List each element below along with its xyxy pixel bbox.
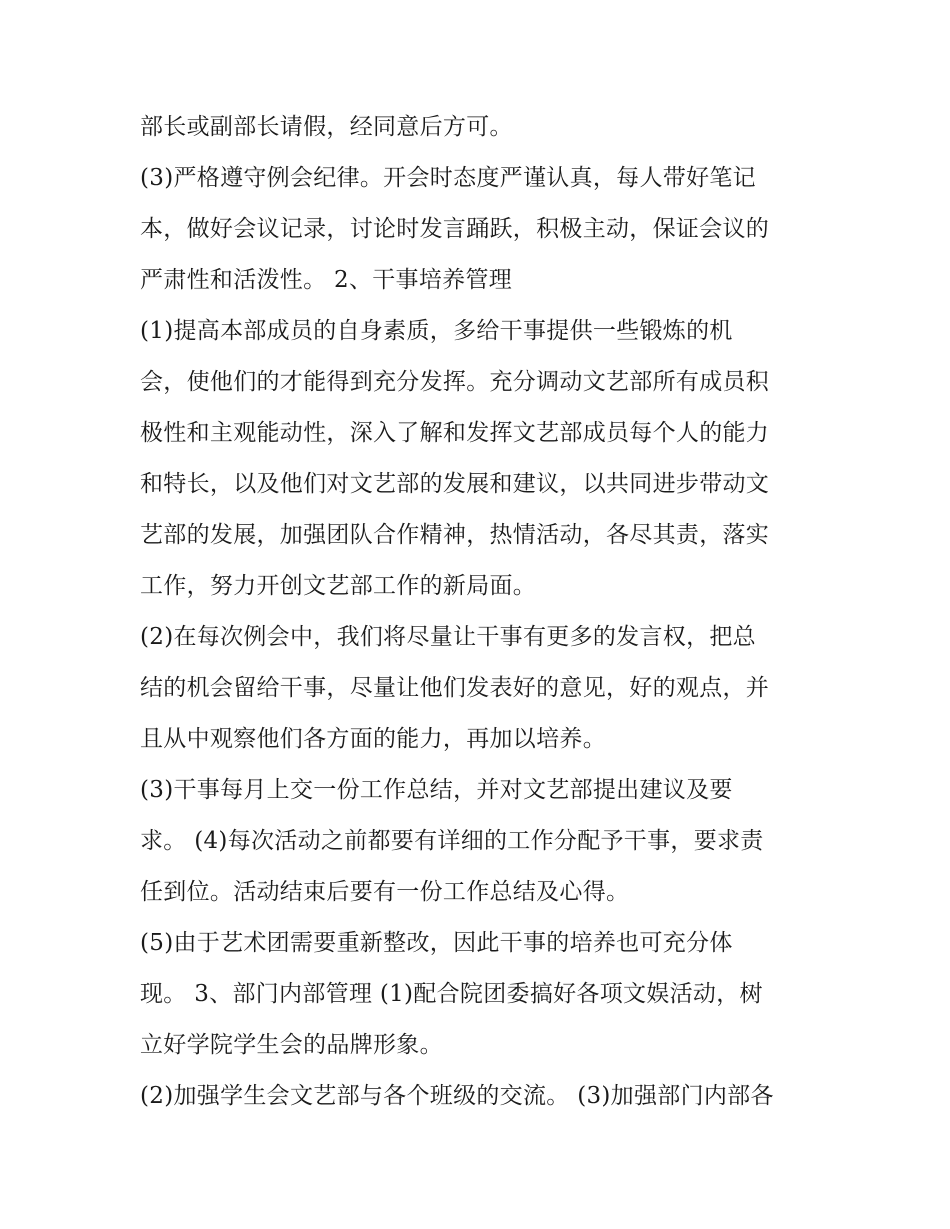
text-line: (1)提高本部成员的自身素质，多给干事提供一些锻炼的机 (140, 318, 733, 344)
text-line: 立好学院学生会的品牌形象。 (140, 1032, 443, 1058)
text-line: (2)在每次例会中，我们将尽量让干事有更多的发言权，把总 (140, 624, 756, 650)
text-line: 严肃性和活泼性。 2、干事培养管理 (140, 267, 513, 293)
text-line: 求。 (4)每次活动之前都要有详细的工作分配予干事，要求责 (140, 828, 764, 854)
text-line: (5)由于艺术团需要重新整改，因此干事的培养也可充分体 (140, 930, 733, 956)
text-line: 任到位。活动结束后要有一份工作总结及心得。 (140, 879, 630, 905)
text-line: 极性和主观能动性，深入了解和发挥文艺部成员每个人的能力 (140, 420, 770, 446)
text-line: 现。 3、部门内部管理 (1)配合院团委搞好各项文娱活动，树 (140, 981, 763, 1007)
text-line: 本，做好会议记录，讨论时发言踊跃，积极主动，保证会议的 (140, 216, 770, 242)
text-line: 工作，努力开创文艺部工作的新局面。 (140, 573, 537, 599)
text-line: 且从中观察他们各方面的能力，再加以培养。 (140, 726, 606, 752)
text-line: 艺部的发展，加强团队合作精神，热情活动，各尽其责，落实 (140, 522, 770, 548)
text-line: 和特长，以及他们对文艺部的发展和建议，以共同进步带动文 (140, 471, 770, 497)
text-line: (3)干事每月上交一份工作总结，并对文艺部提出建议及要 (140, 777, 733, 803)
text-line: (2)加强学生会文艺部与各个班级的交流。 (3)加强部门内部各 (140, 1083, 774, 1109)
document-body (140, 102, 820, 1122)
text-line: 部长或副部长请假，经同意后方可。 (140, 114, 513, 140)
text-line: (3)严格遵守例会纪律。开会时态度严谨认真，每人带好笔记 (140, 165, 756, 191)
text-line: 结的机会留给干事，尽量让他们发表好的意见，好的观点，并 (140, 675, 770, 701)
text-line: 会，使他们的才能得到充分发挥。充分调动文艺部所有成员积 (140, 369, 770, 395)
